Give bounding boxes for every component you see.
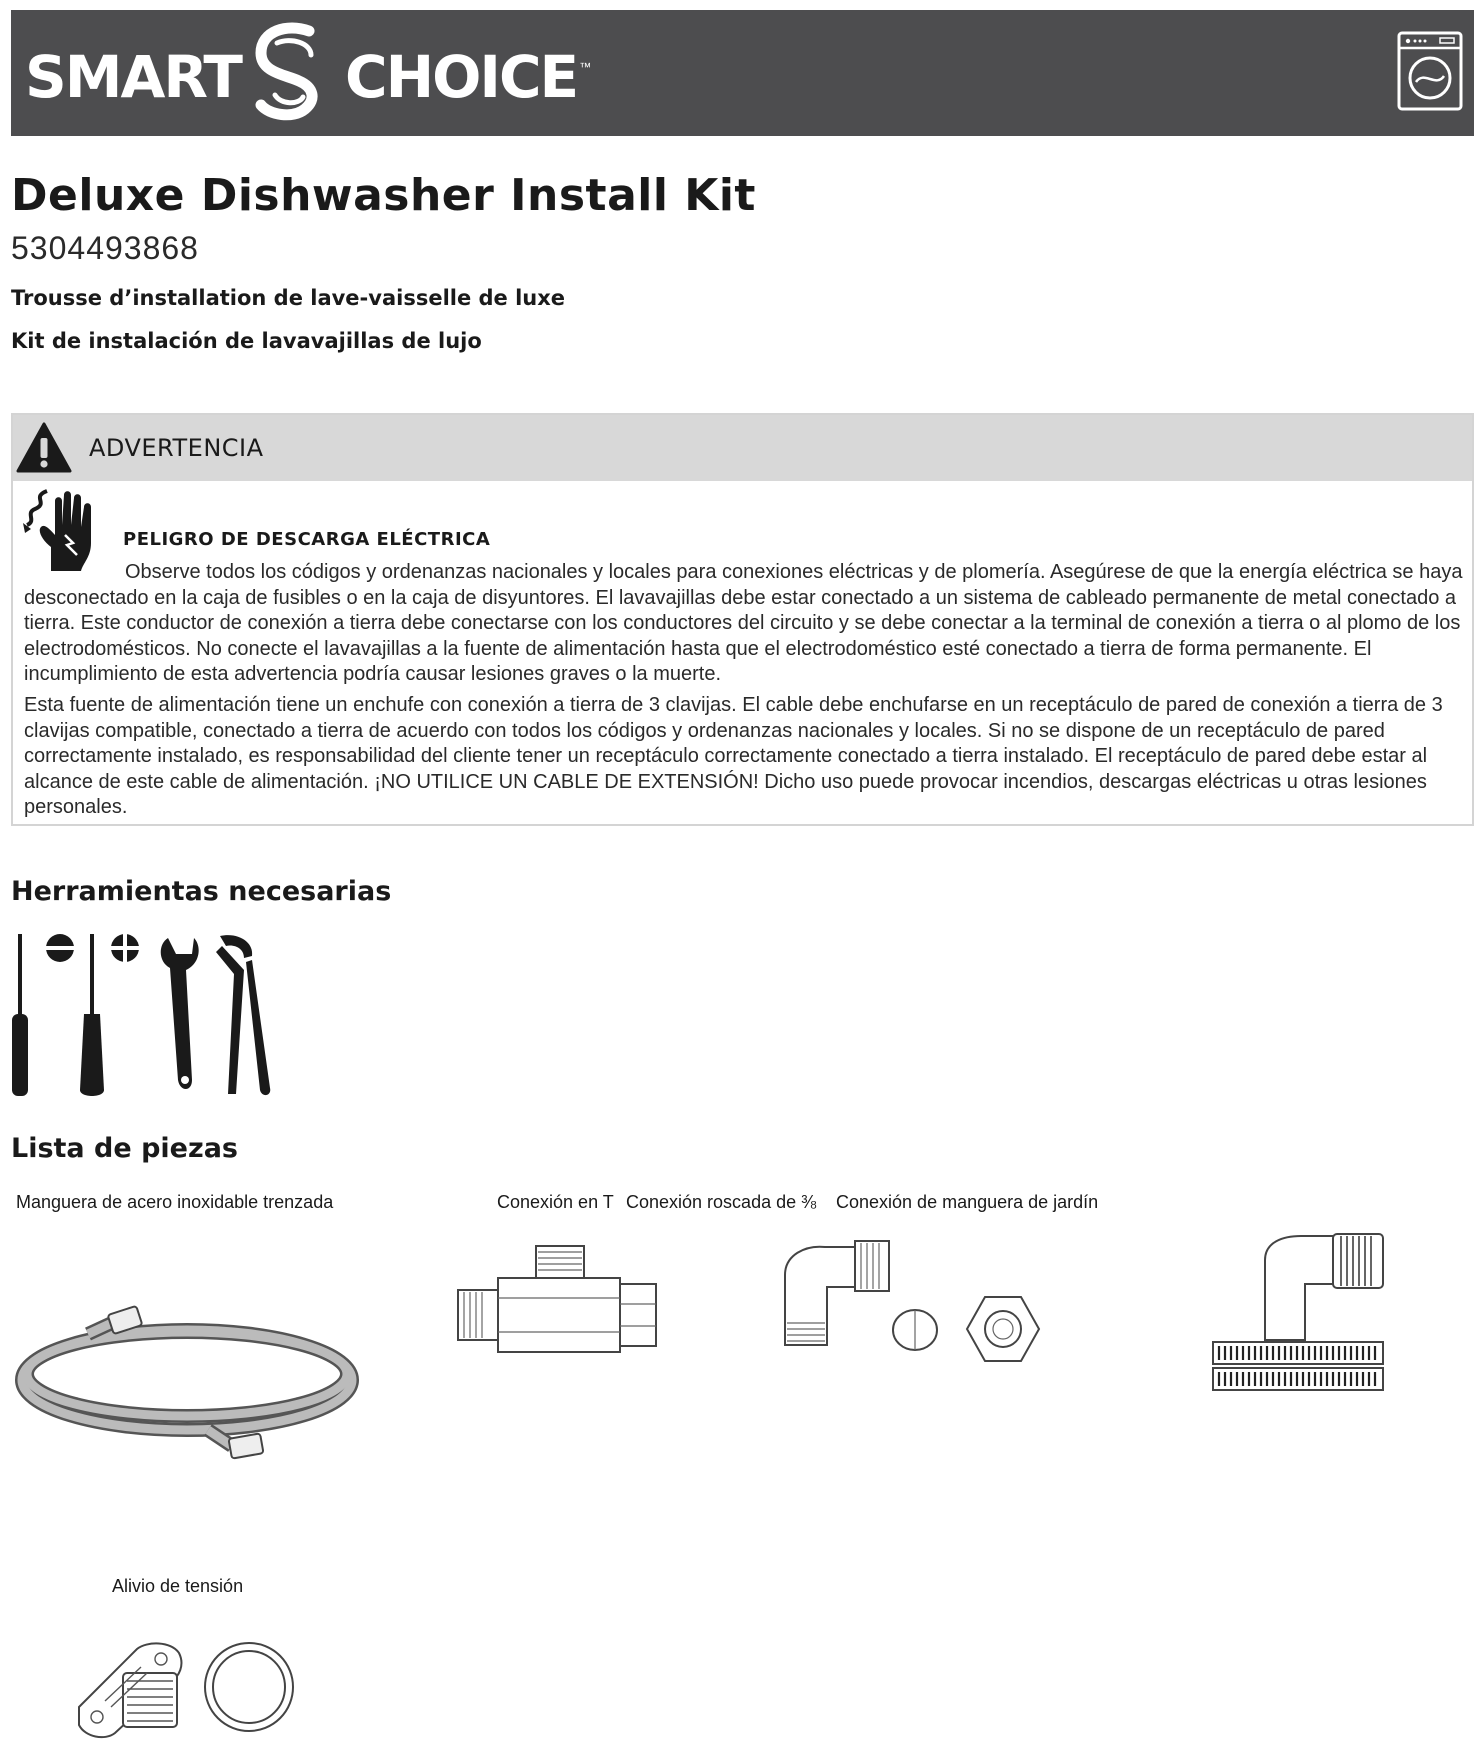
adjustable-wrench-icon (161, 938, 199, 1089)
flat-screwdriver-icon (12, 934, 74, 1096)
warning-paragraph-2: Esta fuente de alimentación tiene un enchufe con conexión a tierra de 3 clavijas. El cable debe enchufarse en un receptáculo de pared de conexión a tierra de 3 clavijas compatible, conectado a tierra de acuerdo con todos los códigos y ordenanzas nacionales y locales. Si no se dispone de un receptáculo de pared correctamente instalado, es responsabilidad del cliente tener un receptáculo correctamente conectado a tierra instalado. El receptáculo de pared debe estar al alcance de este cable de alimentación. ¡NO UTILICE UN CABLE DE EXTENSIÓN! Dicho uso puede provocar incendios, descargas eléctricas u otras lesiones personales. (24, 694, 1443, 818)
required-tools-illustration (8, 930, 288, 1102)
product-title: Deluxe Dishwasher Install Kit (11, 170, 756, 221)
braided-hose-icon (10, 1270, 365, 1470)
phillips-screwdriver-icon (80, 934, 139, 1096)
hazard-title: PELIGRO DE DESCARGA ELÉCTRICA (123, 529, 491, 550)
warning-header (13, 415, 1472, 481)
tee-fitting-icon (450, 1240, 665, 1370)
part-label-garden-hose: Conexión de manguera de jardín (836, 1192, 1099, 1212)
brand-header (11, 10, 1474, 136)
part-label-threaded: Conexión roscada de ⅜ (626, 1192, 817, 1212)
strain-relief-icon (75, 1625, 300, 1740)
washing-machine-icon (1396, 30, 1464, 112)
warning-paragraph-1: Observe todos los códigos y ordenanzas nacionales y locales para conexiones eléctricas y de plomería. Asegúrese de que la energía eléctrica se haya desconectado en la caja de fusibles o en la caja de disyuntores. El lavavajillas debe estar conectado a un sistema de cableado permanente de metal conectado a tierra. Este conductor de conexión a tierra debe conectarse con los conductores del circuito y se debe conectar a la terminal de conexión a tierra o al plomo de los electrodomésticos. No conecte el lavavajillas a la fuente de alimentación hasta que el electrodoméstico esté conectado a tierra de forma permanente. El incumplimiento de esta advertencia podría causar lesiones graves o la muerte. (24, 561, 1463, 685)
slip-joint-pliers-icon (216, 935, 270, 1095)
part-number: 5304493868 (11, 230, 199, 266)
part-label-hose: Manguera de acero inoxidable trenzada (16, 1192, 334, 1212)
brand-word-choice: CHOICE (345, 43, 578, 111)
warning-box (11, 413, 1474, 826)
brand-word-smart: SMART (25, 43, 241, 111)
garden-hose-fitting-icon (1205, 1230, 1390, 1400)
warning-triangle-icon (15, 421, 73, 475)
brand-logo (25, 22, 591, 132)
product-title-spanish: Kit de instalación de lavavajillas de lujo (11, 329, 482, 353)
part-label-strain-relief: Alivio de tensión (112, 1576, 244, 1596)
trademark: ™ (579, 60, 592, 74)
brand-s-mark-icon (247, 21, 339, 133)
part-label-tee: Conexión en T (497, 1192, 614, 1212)
warning-heading: ADVERTENCIA (89, 434, 264, 462)
product-title-french: Trousse d’installation de lave-vaisselle de luxe (11, 286, 566, 310)
threaded-elbow-icon (775, 1235, 1055, 1375)
parts-heading: Lista de piezas (11, 1133, 238, 1164)
tools-heading: Herramientas necesarias (11, 876, 392, 907)
